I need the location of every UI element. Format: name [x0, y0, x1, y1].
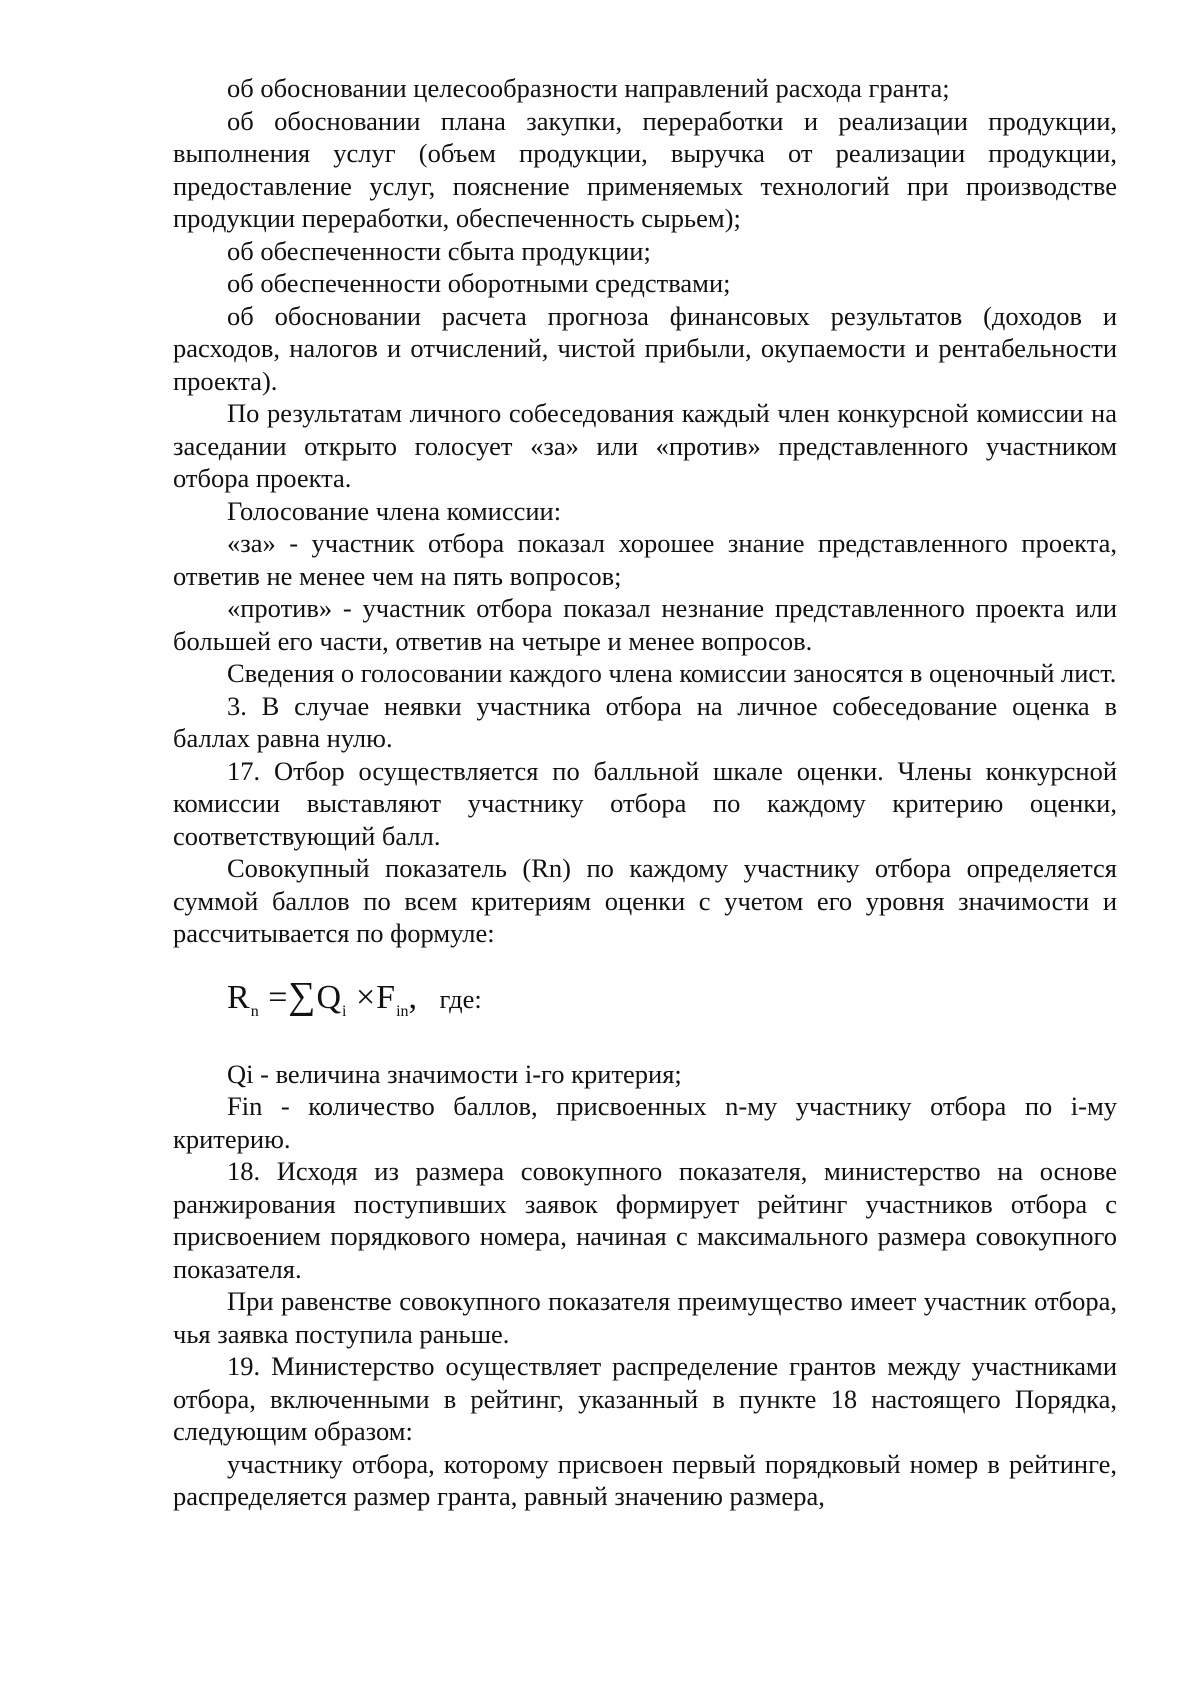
paragraph: Qi - величина значимости i-го критерия; — [227, 1058, 682, 1089]
formula-comma: , — [408, 978, 419, 1016]
paragraph: Fin - количество баллов, присвоенных n-му участнику отбора по i-му критерию. — [173, 1091, 1117, 1154]
paragraph: Совокупный показатель (Rn) по каждому участнику отбора определяется суммой баллов по всем критериям оценки с учетом его уровня значимости и рассчитывается по формуле: — [173, 853, 1117, 948]
formula-f-sub: in — [396, 1002, 409, 1020]
formula-q: Q — [316, 978, 343, 1016]
paragraph: 19. Министерство осуществляет распределение грантов между участниками отбора, включенными в рейтинг, указанный в пункте 18 настоящего Порядка, следующим образом: — [173, 1351, 1117, 1446]
formula — [227, 976, 482, 1032]
formula-r-sub: n — [250, 1002, 259, 1020]
formula-equals: = — [268, 978, 289, 1016]
paragraph: об обосновании расчета прогноза финансовых результатов (доходов и расходов, налогов и отчислений, чистой прибыли, окупаемости и рентабельности проекта). — [173, 300, 1117, 396]
formula-sum: ∑ — [288, 974, 317, 1017]
paragraph: Сведения о голосовании каждого члена комиссии заносятся в оценочный лист. — [227, 658, 1117, 688]
paragraph: 17. Отбор осуществляется по балльной шкале оценки. Члены конкурсной комиссии выставляют участнику отбора по каждому критерию оценки, соответствующий балл. — [173, 755, 1117, 851]
formula-times: × — [355, 978, 377, 1016]
paragraph: 3. В случае неявки участника отбора на личное собеседование оценка в баллах равна нулю. — [173, 690, 1117, 753]
paragraph: об обосновании плана закупки, переработки и реализации продукции, выполнения услуг (объем продукции, выручка от реализации продукции, предоставление услуг, пояснение применяемых технологий при производстве продукции переработки, обеспеченность сырьем); — [173, 105, 1117, 233]
paragraph: 18. Исходя из размера совокупного показателя, министерство на основе ранжирования поступивших заявок формирует рейтинг участников отбора с присвоением порядкового номера, начиная с максимального размера совокупного показателя. — [173, 1156, 1117, 1284]
formula-where: где: — [439, 983, 482, 1014]
paragraph: «за» - участник отбора показал хорошее знание представленного проекта, ответив не менее чем на пять вопросов; — [173, 528, 1117, 591]
paragraph: об обосновании целесообразности направлений расхода гранта; — [227, 73, 950, 103]
document-page — [173, 72, 1117, 1513]
paragraph: об обеспеченности сбыта продукции; — [227, 235, 651, 266]
paragraph: «против» - участник отбора показал незнание представленного проекта или большей его части, ответив на четыре и менее вопросов. — [173, 593, 1117, 656]
paragraph: об обеспеченности оборотными средствами; — [227, 268, 731, 298]
paragraph: Голосование члена комиссии: — [227, 495, 562, 526]
formula-f: F — [376, 978, 397, 1016]
formula-r: R — [227, 978, 251, 1016]
paragraph: участнику отбора, которому присвоен первый порядковый номер в рейтинге, распределяется размер гранта, равный значению размера, — [173, 1448, 1117, 1511]
formula-q-sub: i — [342, 1002, 347, 1020]
paragraph: При равенстве совокупного показателя преимущество имеет участник отбора, чья заявка поступила раньше. — [173, 1286, 1117, 1349]
formula-block — [173, 950, 1117, 1058]
paragraph: По результатам личного собеседования каждый член конкурсной комиссии на заседании открыто голосует «за» или «против» представленного участником отбора проекта. — [173, 398, 1117, 493]
